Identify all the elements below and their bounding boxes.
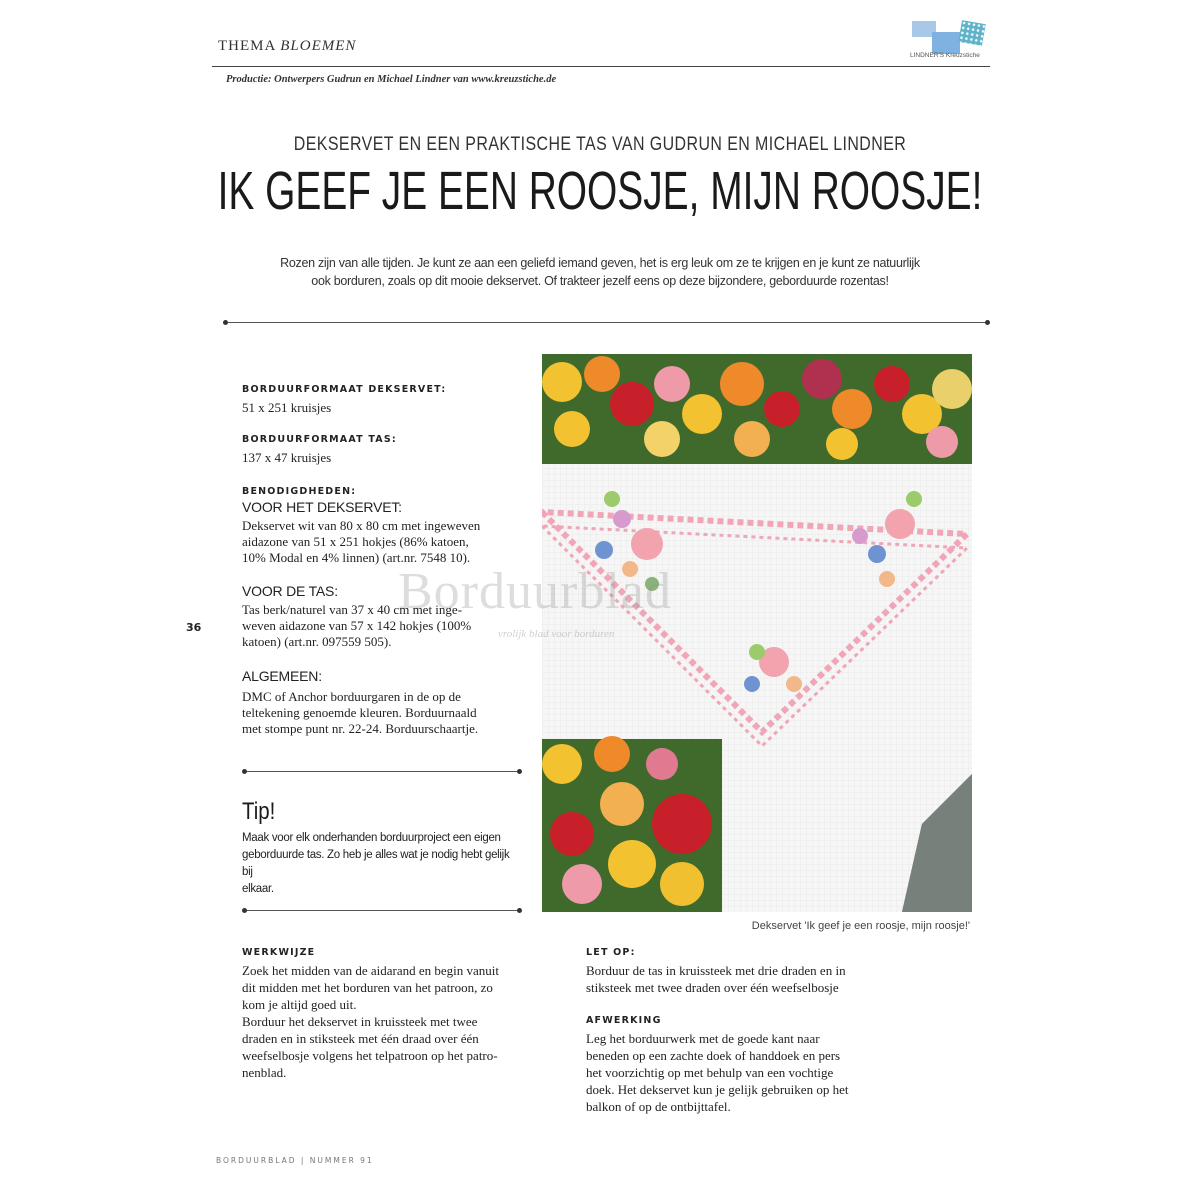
afwerking-label: AFWERKING xyxy=(586,1015,662,1026)
article-title: IK GEEF JE EEN ROOSJE, MIJN ROOSJE! xyxy=(217,161,983,221)
voor-tas-heading: VOOR DE TAS: xyxy=(242,583,338,599)
afwerking-text: Leg het borduurwerk met de goede kant naar beneden op een zachte doek of handdoek en pers het voorzichtig op met behulp van een vochtige doek. Het dekservet kun je gelijk gebruiken op het balkon of op de ontbijttafel. xyxy=(586,1031,849,1114)
page-footer: BORDUURBLAD | NUMMER 91 xyxy=(216,1156,374,1165)
intro-line: ook borduren, zoals op dit mooie dekservet. Of trakteer jezelf eens op deze bijzondere, geborduurde rozentas! xyxy=(311,274,889,288)
let-op-label: LET OP: xyxy=(586,947,636,958)
lindner-logo xyxy=(912,18,988,60)
intro-divider xyxy=(225,322,988,323)
article-intro xyxy=(270,254,930,290)
algemeen-text: DMC of Anchor borduurgaren in de op de teltekening genoemde kleuren. Borduurnaald met stompe punt nr. 22-24. Borduurschaartje. xyxy=(242,689,479,736)
article-subtitle: DEKSERVET EN EEN PRAKTISCHE TAS VAN GUDRUN EN MICHAEL LINDNER xyxy=(293,134,907,155)
theme-value: BLOEMEN xyxy=(280,38,357,54)
voor-tas-text: Tas berk/naturel van 37 x 40 cm met inge- weven aidazone van 57 x 142 hokjes (100% katoen) (art.nr. 097559 505). xyxy=(242,602,472,649)
page-number: 36 xyxy=(186,621,202,634)
format-tas-value: 137 x 47 kruisjes xyxy=(242,450,332,465)
werkwijze-text: Zoek het midden van de aidarand en begin vanuit dit midden met het borduren van het patroon, zo kom je altijd goed uit. Borduur het dekservet in kruissteek met twee draden en in stiksteek met één draad over één weefselbosje volgens het telpatroon op het patro- nenblad. xyxy=(242,963,500,1080)
tip-top-divider xyxy=(244,771,520,772)
voor-dekservet-text: Dekservet wit van 80 x 80 cm met ingeweven aidazone van 51 x 251 hokjes (86% katoen, 10% Modal en 4% linnen) (art.nr. 7548 10). xyxy=(242,518,481,565)
logo-text: LINDNER'S Kreuzstiche xyxy=(910,52,980,59)
photo-caption: Dekservet 'Ik geef je een roosje, mijn roosje!' xyxy=(751,920,970,932)
benodigdheden-label: BENODIGDHEDEN: xyxy=(242,486,357,497)
watermark-text: Borduurblad xyxy=(398,563,672,620)
intro-line: Rozen zijn van alle tijden. Je kunt ze aan een geliefd iemand geven, het is erg leuk om ze te krijgen en je kunt ze natuurlijk xyxy=(280,256,920,270)
tip-bottom-divider xyxy=(244,910,520,911)
tip-title: Tip! xyxy=(242,798,276,825)
header-divider xyxy=(212,66,990,67)
tip-body: Maak voor elk onderhanden borduurproject een eigen geborduurde tas. Zo heb je alles wat je nodig hebt gelijk bij elkaar. xyxy=(242,832,510,895)
format-dekservet-label: BORDUURFORMAAT DEKSERVET: xyxy=(242,384,447,395)
format-dekservet-value: 51 x 251 kruisjes xyxy=(242,400,332,415)
section-label xyxy=(218,38,356,55)
voor-dekservet-heading: VOOR HET DEKSERVET: xyxy=(242,499,402,515)
let-op-text: Borduur de tas in kruissteek met drie draden en in stiksteek met twee draden over één weefselbosje xyxy=(586,963,846,995)
werkwijze-label: WERKWIJZE xyxy=(242,947,316,958)
watermark-subtext: vrolijk blad voor borduren xyxy=(498,628,615,640)
production-credit: Productie: Ontwerpers Gudrun en Michael Lindner van www.kreuzstiche.de xyxy=(226,74,557,85)
format-tas-label: BORDUURFORMAAT TAS: xyxy=(242,434,397,445)
theme-label: THEMA xyxy=(218,38,276,54)
algemeen-heading: ALGEMEEN: xyxy=(242,668,322,684)
